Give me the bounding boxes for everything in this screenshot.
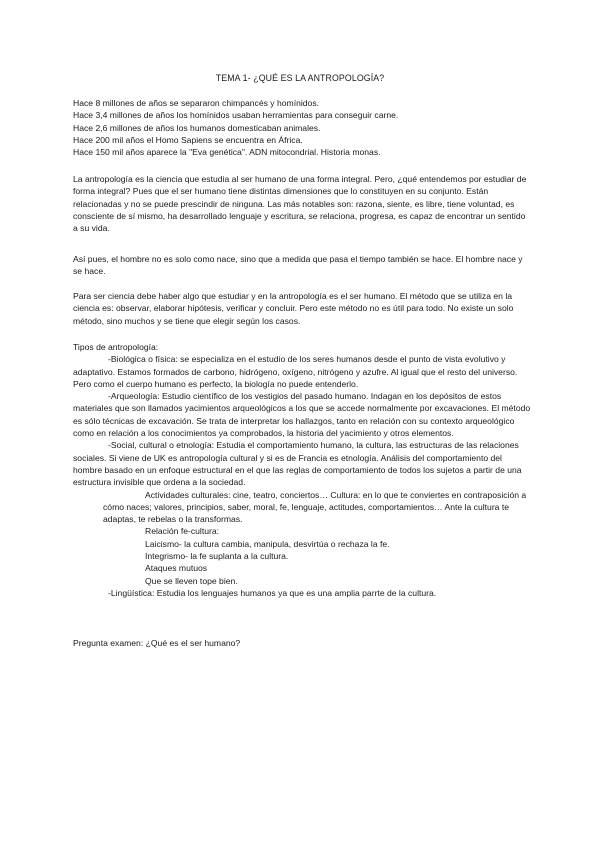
type-linguistics: -Lingüística: Estudia los lenguajes humanos ya que es una amplia parrte de la cultura. [108,587,437,598]
timeline-item: Hace 200 mil años el Homo Sapiens se encuentra en África. [73,134,303,145]
science-paragraph [73,290,531,327]
document-title: TEMA 1- ¿QUÉ ES LA ANTROPOLOGÍA? [215,73,385,83]
type-archaeology: -Arqueología: Estudio científico de los vestigios del pasado humano. Indagan en los depósitos de estos materiales que son llamados yacimientos arqueológicos a los que se accede normalmente por excavaciones. El método es sólo técnicas de excavación. Se trata de interpretar los hallazgos, tanto en relación con su contexto arqueológico como en relación a los conocimientos ya comprobados, la historia del yacimiento y otros elementos. [73,391,531,439]
timeline-item: Hace 8 millones de años se separaron chimpancés y homínidos. [73,98,320,108]
type-social: -Social, cultural o etnología: Estudia el comportamiento humano, la cultura, las estructuras de las relaciones sociales. Si viene de UK es antropología cultural y si es de Francia es etnología. Análisis del comportamiento del hombre basado en un enfoque estructural en el que las reglas de comportamiento de todos los sujetos a partir de una estructura invisible que ordena a la sociedad. [73,440,522,488]
paragraph-text: Para ser ciencia debe haber algo que estudiar y en la antropología es el ser humano. El método que se utiliza en la ciencia es: observar, elaborar hipótesis, verificar y concluir. Pero este método no es útil para todo. No existe un solo método, sino muchos y se tiene que elegir según los casos. [73,291,514,326]
timeline-item: Hace 2,6 millones de años los humanos domesticaban animales. [73,122,321,133]
faith-item: Ataques mutuos [145,563,208,574]
becoming-paragraph [73,253,531,278]
type-biological: -Biológica o física: se especializa en el estudio de los seres humanos desde el punto de vista evolutivo y adaptativo. Estamos formados de carbono, hidrógeno, oxígeno, nitrógeno y azufre. Al igual que el resto del universo. Pero como el cuerpo humano es perfecto, la biología no puede entenderlo. [73,354,518,389]
timeline-item: Hace 150 mil años aparece la "Eva genética". ADN mitocondrial. Historia monas. [73,147,381,158]
definition-paragraph [73,173,531,234]
types-section [73,341,531,599]
faith-item: Que se lleven tope bien. [145,575,238,586]
exam-question-text: Pregunta examen: ¿Qué es el ser humano? [73,638,241,648]
timeline-list [73,97,531,158]
faith-heading: Relación fe-cultura: [145,526,220,537]
exam-question [73,637,531,649]
cultural-activities: Actividades culturales: cine, teatro, conciertos… Cultura: en lo que te conviertes en contraposición a cómo naces; valores, principios, saber, moral, fe, lenguaje, actitudes, comportamientos… Ante la cultura te adaptas, te rebelas o la transformas. [103,489,527,525]
faith-item: Integrismo- la fe suplanta a la cultura. [145,551,289,562]
paragraph-text: La antropología es la ciencia que estudia al ser humano de una forma integral. Pero, ¿qué entendemos por estudiar de forma integral? Pues que el ser humano tiene distintas dimensiones que lo constituyen en su conjunto. Están relacionadas y no se puede prescindir de ninguna. Las más notables son: razona, siente, es libre, tiene voluntad, es consciente de sí mismo, ha desarrollado lenguaje y escritura, se relaciona, progresa, es capaz de encontrar un sentido a su vida. [73,174,527,234]
timeline-item: Hace 3,4 millones de años los homínidos usaban herramientas para conseguir carne. [73,110,399,121]
types-heading: Tipos de antropología: [73,342,159,352]
paragraph-text: Así pues, el hombre no es solo como nace, sino que a medida que pasa el tiempo también se hace. El hombre nace y se hace. [73,254,523,277]
faith-item: Laicismo- la cultura cambia, manipula, desvirtúa o rechaza la fe. [145,538,390,549]
